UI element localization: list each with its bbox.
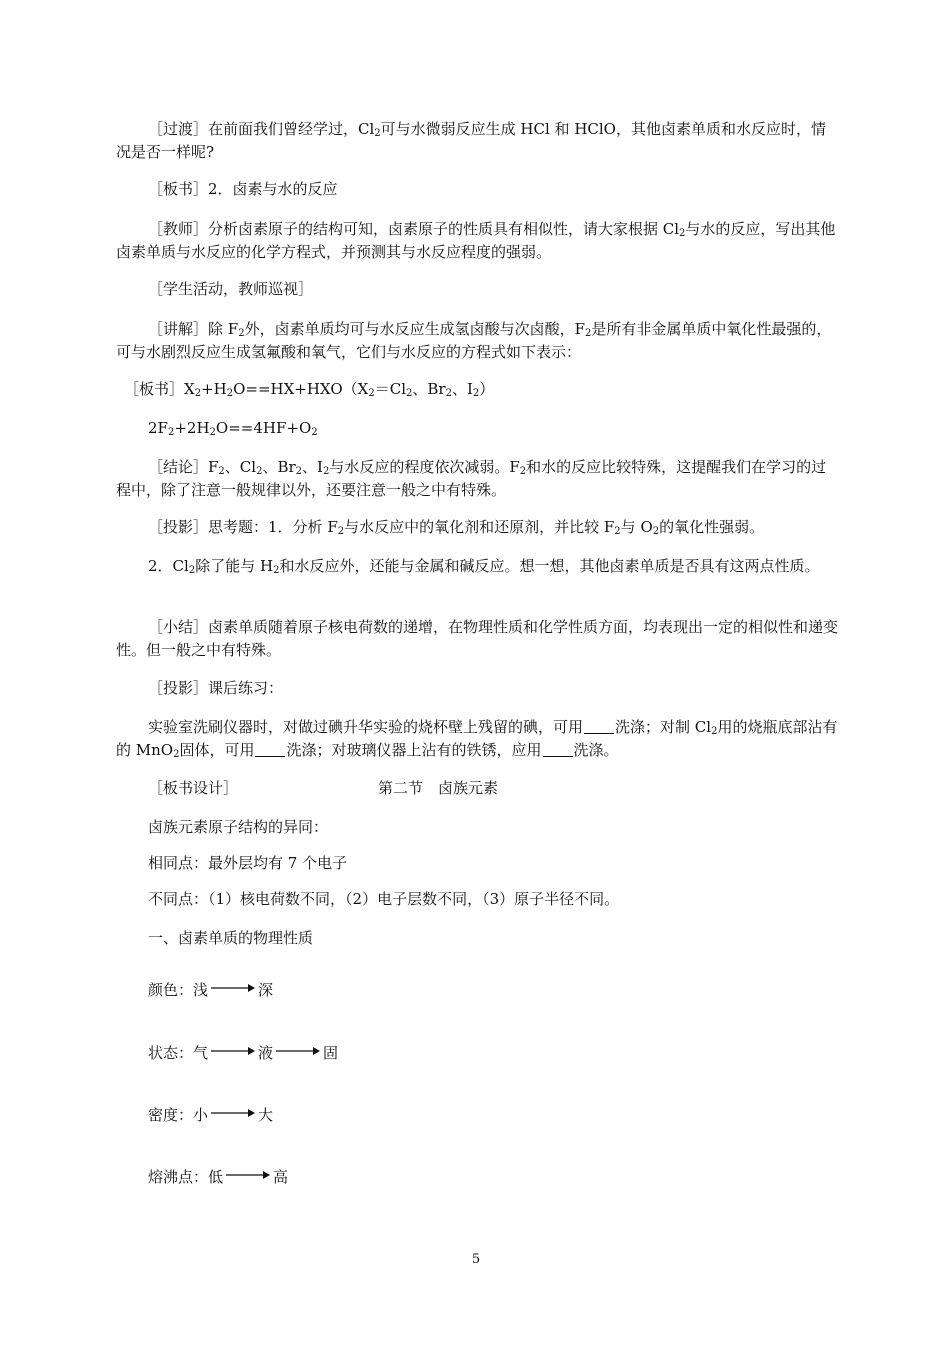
- right-arrow-icon: [275, 1045, 321, 1057]
- right-arrow-icon: [210, 1107, 256, 1119]
- equation-fluorine: $2F_2+2H_2O==4HF+O_2$: [148, 419, 318, 438]
- right-arrow-icon: [210, 982, 256, 994]
- same-points: 相同点：最外层均有 7 个电子: [148, 854, 348, 872]
- state-trend: 状态：气 液 固: [148, 1044, 339, 1062]
- paragraph-homework-heading: ［投影］课后练习：: [148, 679, 284, 697]
- different-points: 不同点：（1）核电荷数不同，（2）电子层数不同，（3）原子半径不同。: [148, 890, 620, 908]
- density-trend: 密度：小 大: [148, 1106, 274, 1124]
- structure-heading: 卤族元素原子结构的异同：: [148, 818, 329, 836]
- paragraph-teacher: ［教师］分析卤素原子的结构可知，卤素原子的性质具有相似性，请大家根据 $Cl_2$与水的反应，写出其他卤素单质与水反应的化学方程式，并预测其与水反应程度的强弱。: [116, 220, 836, 261]
- color-trend: 颜色：浅 深: [148, 981, 274, 999]
- answer-blank-1: [584, 719, 614, 734]
- equation-general: ［板书$]X_2+H_2O==HX+HXO(X_2=Cl_2$、$Br_2$、$I_2$）: [124, 380, 495, 399]
- paragraph-exercise: 实验室洗刷仪器时，对做过碘升华实验的烧杯壁上残留的碘，可用 洗涤；对制 $Cl_2$用的烧瓶底部沾有的 MnO$_2$固体，可用 洗涤；对玻璃仪器上沾有的铁锈，应用 洗涤。: [116, 718, 838, 760]
- paragraph-board-2: ［板书］2．卤素与水的反应: [148, 180, 338, 198]
- right-arrow-icon: [210, 1045, 256, 1057]
- paragraph-transition: ［过渡］在前面我们曾经学过，$Cl_2$可与水微弱反应生成 HCl 和 HClO，其他卤素单质和水反应时，情况是否一样呢?: [116, 120, 826, 161]
- board-design-heading: ［板书设计］ 第二节 卤族元素: [148, 779, 499, 797]
- physical-properties-heading: 一、卤素单质的物理性质: [148, 929, 314, 947]
- paragraph-question2: 2．$Cl_2$除了能与 $H_2$和水反应外，还能与金属和碱反应。想一想，其他卤素单质是否具有这两点性质。: [148, 557, 820, 576]
- answer-blank-3: [543, 742, 573, 757]
- paragraph-conclusion: ［结论$]F_2$、$Cl_2$、$Br_2$、$I_2$与水反应的程度依次减弱。$F_2$和水的反应比较特殊，这提醒我们在学习的过程中，除了注意一般规律以外，还要注意一般之中有特殊。: [116, 458, 827, 499]
- answer-blank-2: [255, 742, 285, 757]
- paragraph-projection-question1: ［投影］思考题：1．分析 $F_2$与水反应中的氧化剂和还原剂，并比较 $F_2$与 $O_2$的氧化性强弱。: [148, 518, 765, 537]
- boiling-point-trend: 熔沸点：低 高: [148, 1168, 289, 1186]
- paragraph-explanation: ［讲解］除 $F_2$外，卤素单质均可与水反应生成氢卤酸与次卤酸，$F_2$是所有非金属单质中氧化性最强的，可与水剧烈反应生成氢氟酸和氧气，它们与水反应的方程式如下表示：: [116, 320, 832, 361]
- paragraph-student-activity: ［学生活动，教师巡视］: [148, 280, 314, 298]
- right-arrow-icon: [225, 1169, 271, 1181]
- paragraph-summary: ［小结］卤素单质随着原子核电荷数的递增，在物理性质和化学性质方面，均表现出一定的相似性和递变性。但一般之中有特殊。: [116, 618, 839, 659]
- page-number: 5: [471, 1252, 481, 1267]
